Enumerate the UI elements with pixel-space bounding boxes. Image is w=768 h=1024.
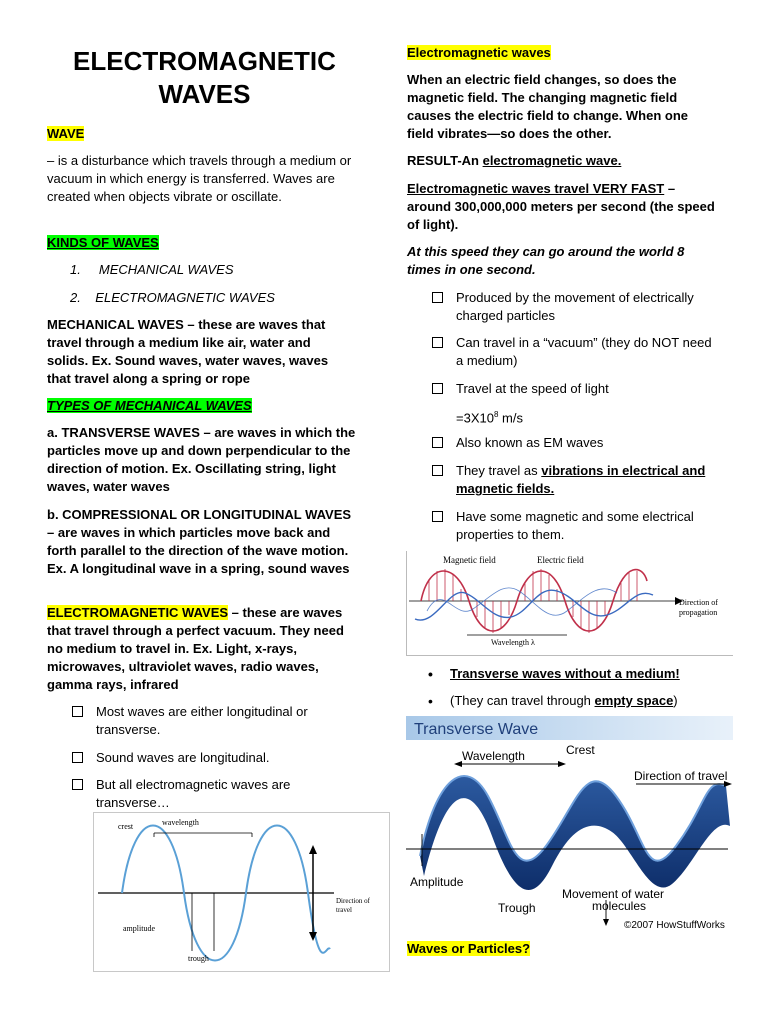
magnetic-field-label: Magnetic field xyxy=(443,555,496,565)
tw-amplitude-label: Amplitude xyxy=(410,875,464,889)
tw-trough-label: Trough xyxy=(498,901,536,915)
world-sentence: At this speed they can go around the world 8 times in one second. xyxy=(407,244,685,277)
speed-value: $=3X10^8$ m/s xyxy=(456,410,523,426)
checkbox-bullet-icon xyxy=(72,779,83,790)
speed-paragraph: Electromagnetic waves travel VERY FAST – around 300,000,000 meters per second (the speed of light). xyxy=(407,181,715,232)
compressional-definition: b. COMPRESSIONAL OR LONGITUDINAL WAVES – are waves in which particles move back and forth parallel to the direction of the wave motion. Ex. A longitudinal wave in a spring, sound waves xyxy=(47,507,352,576)
right-bullet-1: Produced by the movement of electrically charged particles xyxy=(432,289,722,325)
kinds-heading: KINDS OF WAVES xyxy=(47,235,159,250)
right-bullet-6: Have some magnetic and some electrical properties to them. xyxy=(432,508,722,544)
simple-wave-diagram xyxy=(94,813,389,971)
propagation-label-1: Direction of xyxy=(679,598,718,607)
bullet-dot-icon: • xyxy=(428,666,433,682)
closing-heading: Waves or Particles? xyxy=(407,941,531,956)
left-bullet-1: Most waves are either longitudinal or transverse. xyxy=(72,703,352,739)
mechanical-definition: MECHANICAL WAVES – these are waves that travel through a medium like air, water and solids. Ex. Sound waves, water waves, waves that travel along a spring or rope xyxy=(47,317,329,386)
kinds-item-2: 2. ELECTROMAGNETIC WAVES xyxy=(70,290,275,305)
em-wave-figure xyxy=(406,551,733,656)
simple-wave-figure xyxy=(93,812,390,972)
checkbox-bullet-icon xyxy=(72,752,83,763)
transverse-wave-figure xyxy=(406,716,733,932)
checkbox-bullet-icon xyxy=(432,292,443,303)
tw-movement-label-1: Movement of water xyxy=(562,887,665,901)
checkbox-bullet-icon xyxy=(432,337,443,348)
checkbox-bullet-icon xyxy=(72,706,83,717)
right-bullet-2: Can travel in a “vacuum” (they do NOT need a medium) xyxy=(432,334,722,370)
checkbox-bullet-icon xyxy=(432,437,443,448)
left-bullet-2: Sound waves are longitudinal. xyxy=(72,749,352,767)
right-bullet-4: Also known as EM waves xyxy=(432,434,722,452)
crest-label: crest xyxy=(118,822,134,831)
left-bullet-3: But all electromagnetic waves are transverse… xyxy=(72,776,352,812)
transverse-wave-diagram xyxy=(406,716,733,932)
dot-bullet-2: • (They can travel through empty space) xyxy=(428,693,678,709)
direction-label-2: travel xyxy=(336,906,352,914)
electric-field-label: Electric field xyxy=(537,555,584,565)
tw-movement-label-2: molecules xyxy=(592,899,647,913)
types-heading: TYPES OF MECHANICAL WAVES xyxy=(47,398,252,413)
propagation-label-2: propagation xyxy=(679,608,718,617)
checkbox-bullet-icon xyxy=(432,465,443,476)
right-bullet-5: They travel as vibrations in electrical and magnetic fields. xyxy=(432,462,722,498)
wave-heading: WAVE xyxy=(47,126,85,141)
trough-label: trough xyxy=(188,954,209,963)
tw-copyright: ©2007 HowStuffWorks xyxy=(624,920,725,931)
result-line: RESULT-An electromagnetic wave. xyxy=(407,153,622,168)
em-wavelength-label: Wavelength λ xyxy=(491,638,535,647)
bullet-dot-icon: • xyxy=(428,693,433,709)
page-title: ELECTROMAGNETIC WAVES xyxy=(73,46,336,109)
em-wave-diagram xyxy=(407,551,733,655)
transverse-definition: a. TRANSVERSE WAVES – are waves in which the particles move up and down perpendicular to the direction of motion. Ex. Oscillating string, light waves, water waves xyxy=(47,425,356,494)
transverse-wave-title: Transverse Wave xyxy=(414,721,539,738)
direction-label-1: Direction of xyxy=(336,897,371,905)
em-definition: ELECTROMAGNETIC WAVES – these are waves that travel through a perfect vacuum. They need no medium to travel in. Ex. Light, x-rays, microwaves, ultraviolet waves, radio waves, gamma rays, infrared xyxy=(47,605,344,692)
tw-direction-label: Direction of travel xyxy=(634,769,728,783)
tw-wavelength-label: Wavelength xyxy=(462,749,525,763)
right-em-heading: Electromagnetic waves xyxy=(407,45,551,60)
dot-bullet-1: • Transverse waves without a medium! xyxy=(428,666,680,682)
tw-crest-label: Crest xyxy=(566,743,595,757)
wave-definition: – is a disturbance which travels through a medium or vacuum in which energy is transferred. Waves are created when objects vibrate or oscillate. xyxy=(47,153,352,204)
wavelength-label: wavelength xyxy=(162,818,199,827)
checkbox-bullet-icon xyxy=(432,511,443,522)
checkbox-bullet-icon xyxy=(432,383,443,394)
kinds-item-1: 1. MECHANICAL WAVES xyxy=(70,262,234,277)
right-bullet-3: Travel at the speed of light xyxy=(432,380,722,398)
right-intro: When an electric field changes, so does the magnetic field. The changing magnetic field causes the electric field to change. When one field vibrates—so does the other. xyxy=(407,72,689,141)
amplitude-label: amplitude xyxy=(123,924,155,933)
